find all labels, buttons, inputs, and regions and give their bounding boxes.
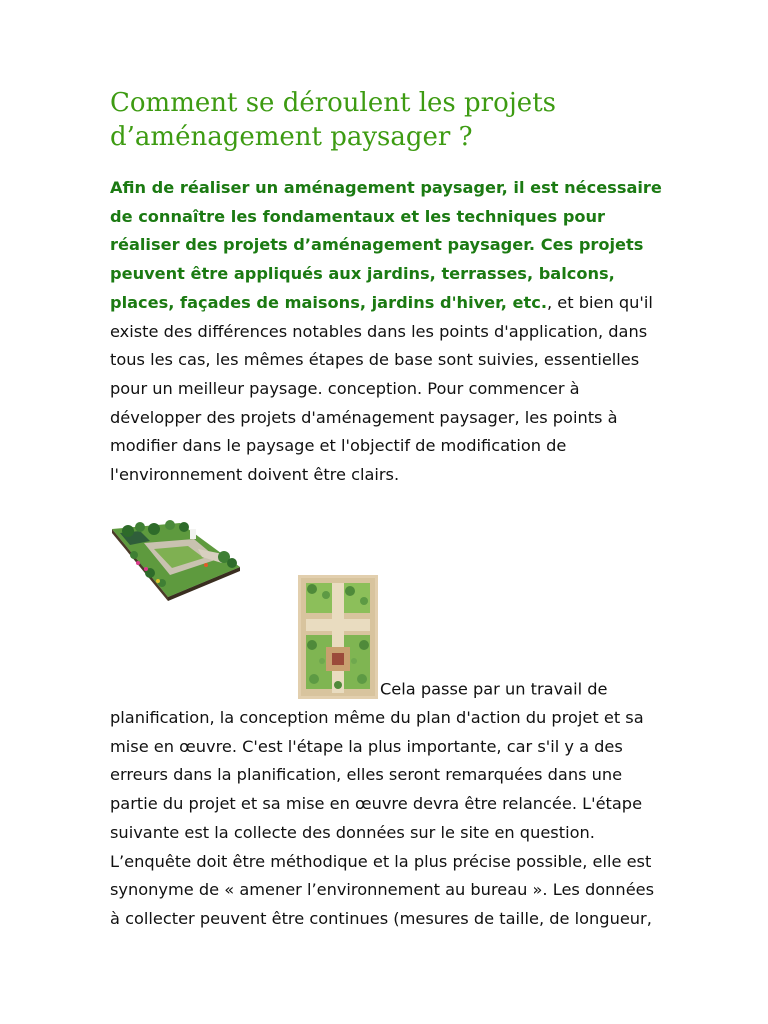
planning-text: Cela passe par un travail de planification, la conception même du plan d'action du projet et sa mise en œuvre. C'est l'étape la plus importante, car s'il y a des erreurs dans la planification, elles seront remarquées dans une partie du projet et sa mise en œuvre devra être relancée. L'étape suivante est la collecte des données sur le site en question. L’enquête doit être méthodique et la plus précise possible, elle est synonyme de « amener l’environnement au bureau ». Les données à collecter peuvent être continues (mesures de taille, de longueur,	[110, 679, 655, 928]
document-title: Comment se déroulent les projets d’aménagement paysager ?	[110, 88, 556, 152]
garden-plan-image	[298, 575, 378, 699]
intro-regular-text: , et bien qu'il existe des différences notables dans les points d'application, dans tous les cas, les mêmes étapes de base sont suivies, essentielles pour un meilleur paysage. conception. Pour commencer à développer des projets d'aménagement paysager, les points à modifier dans le paysage et l'objectif de modification de l'environnement doivent être clairs.	[110, 292, 653, 485]
paragraph-planning	[110, 575, 665, 934]
intro-bold-text: Afin de réaliser un aménagement paysager, il est nécessaire de connaître les fondamentaux et les techniques pour réaliser des projets d’aménagement paysager. Ces projets peuvent être appliqués aux jardins, terrasses, balcons, places, façades de maisons, jardins d'hiver, etc.	[110, 178, 662, 312]
paragraph-intro	[110, 174, 665, 490]
